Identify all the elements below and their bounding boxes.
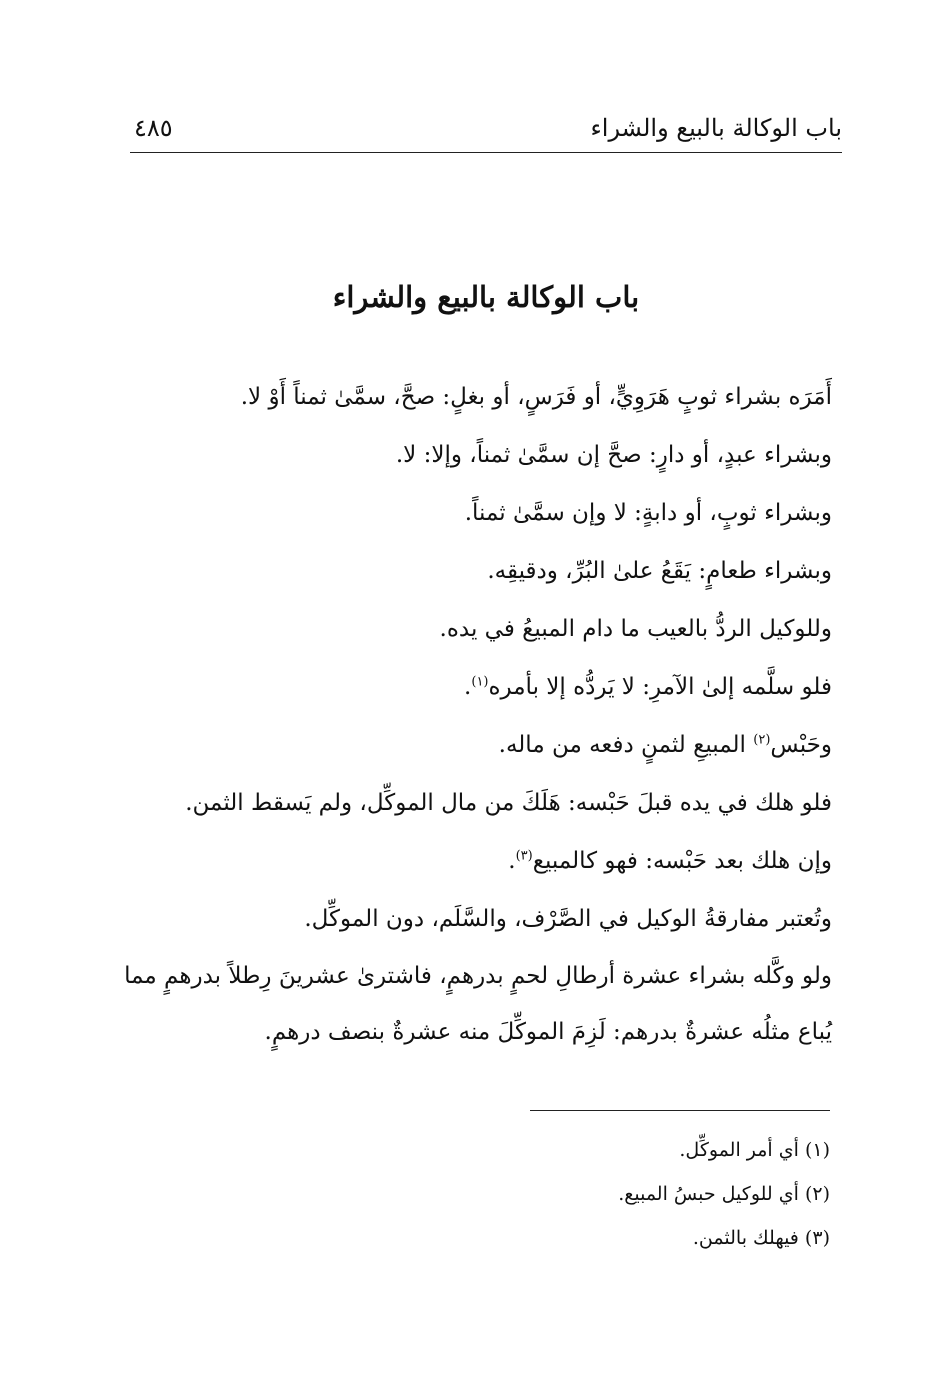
paragraph: أَمَرَه بشراء ثوبٍ هَرَوِيٍّ، أو فَرَسٍ، أو بغلٍ: صحَّ، سمَّىٰ ثمناً أَوْ لا.	[240, 384, 832, 410]
footnote: (٢) أي للوكيل حبسُ المبيع.	[618, 1183, 830, 1205]
body-text	[117, 368, 832, 1060]
paragraph: وتُعتبر مفارقةُ الوكيل في الصَّرْف، والسَّلَم، دون الموكِّل.	[304, 906, 832, 932]
paragraph: وبشراء عبدٍ، أو دارٍ: صحَّ إن سمَّىٰ ثمناً، وإلا: لا.	[395, 442, 832, 468]
paragraph: وحَبْس$^{(٢)}$ المبيعِ لثمنٍ دفعه من ماله.	[498, 732, 832, 758]
paragraph: وبشراء ثوبٍ، أو دابةٍ: لا وإن سمَّىٰ ثمناً.	[464, 500, 832, 526]
paragraph: فلو سلَّمه إلىٰ الآمرِ: لا يَردُّه إلا بأمره$^{(١)}$.	[464, 674, 832, 700]
footnote: (٣) فيهلك بالثمن.	[692, 1227, 830, 1249]
paragraph: وبشراء طعامٍ: يَقَعُ علىٰ البُرِّ، ودقيقِه.	[487, 558, 832, 584]
paragraph: وللوكيل الردُّ بالعيب ما دام المبيعُ في يده.	[439, 616, 832, 642]
paragraph: فلو هلك في يده قبلَ حَبْسه: هَلَكَ من مال الموكِّل، ولم يَسقط الثمن.	[185, 790, 832, 816]
footnote-divider	[530, 1110, 830, 1111]
page-number: ٤٨٥	[134, 114, 173, 142]
footnote: (١) أي أمر الموكِّل.	[679, 1139, 830, 1161]
chapter-title: باب الوكالة بالبيع والشراء	[332, 280, 640, 314]
running-header	[130, 112, 842, 153]
running-title: باب الوكالة بالبيع والشراء	[590, 114, 842, 142]
paragraph: ولو وكَّله بشراء عشرة أرطالِ لحمٍ بدرهمٍ، فاشترىٰ عشرينَ رِطلاً بدرهمٍ مما يُباع مثلُه عشرةٌ بدرهم: لَزِمَ الموكِّلَ منه عشرةٌ بنصف درهمٍ.	[124, 963, 832, 1045]
footnote-marker: (٣)	[515, 848, 533, 864]
paragraph: وإن هلك بعد حَبْسه: فهو كالمبيع$^{(٣)}$.	[508, 848, 832, 874]
footnote-marker: (٢)	[753, 732, 771, 748]
footnotes	[130, 1128, 830, 1260]
footnote-marker: (١)	[471, 674, 489, 690]
